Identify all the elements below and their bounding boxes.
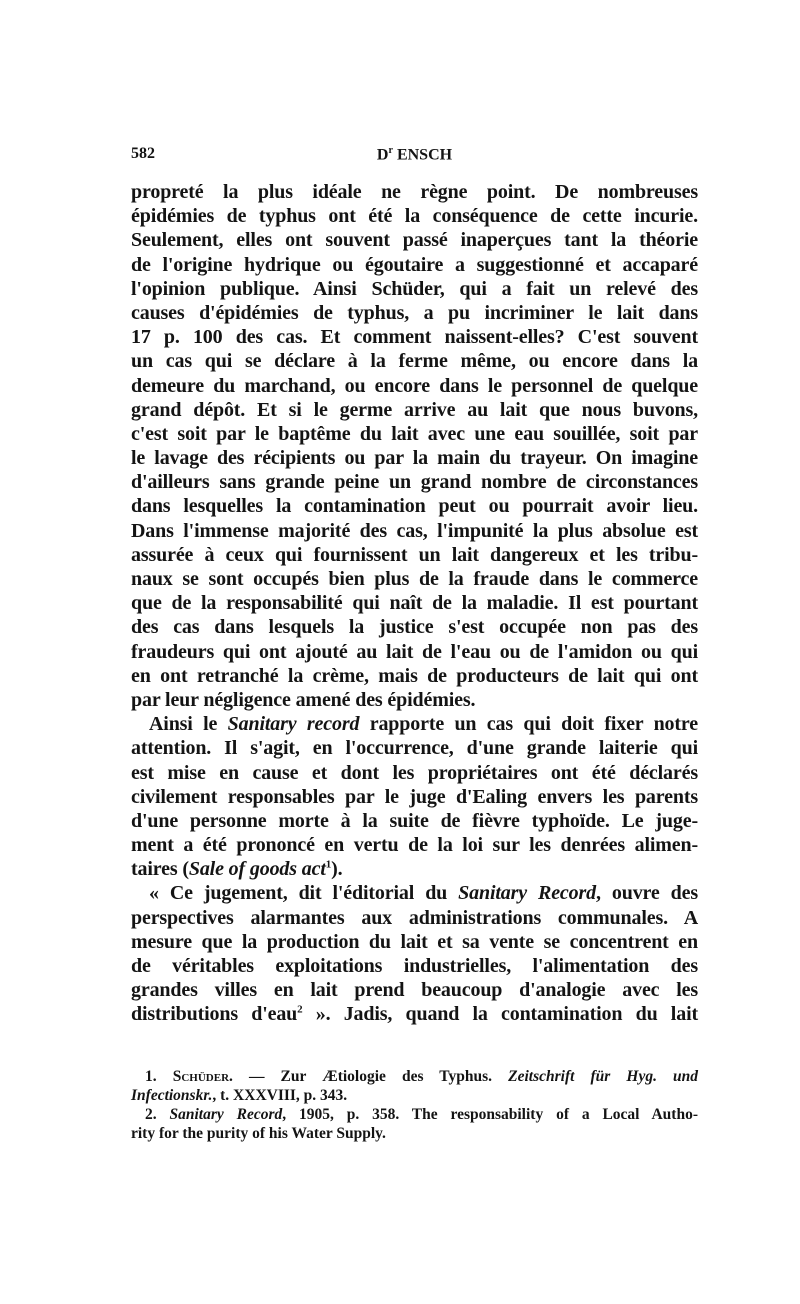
footnotes (131, 1067, 698, 1143)
footnote-ref: 2 (297, 1003, 303, 1016)
text-line: perspectives alarmantes aux administrations communales. A (131, 906, 698, 929)
text-line: 17 p. 100 des cas. Et comment naissent-elles? C'est souvent (131, 326, 698, 349)
text-line: que de la responsabilité qui naît de la maladie. Il est pourtant (131, 592, 698, 615)
text-line: naux se sont occupés bien plus de la fraude dans le commerce (131, 568, 698, 590)
page-number: 582 (131, 145, 155, 162)
text-line: Dans l'immense majorité des cas, l'impunité la plus absolue est (131, 519, 698, 542)
text-line: de véritables exploitations industrielles, l'alimentation des (131, 955, 698, 977)
text-line: ment a été prononcé en vertu de la loi sur les denrées alimen- (131, 834, 698, 857)
running-head (131, 145, 698, 167)
text-line: épidémies de typhus ont été la conséquence de cette incurie. (131, 205, 698, 228)
footnote-journal: Sanitary Record (169, 1106, 283, 1123)
text-line: est mise en cause et dont les propriétaires ont été déclarés (131, 761, 698, 784)
text-line: causes d'épidémies de typhus, a pu incriminer le lait dans (131, 301, 698, 324)
author-name: ENSCH (396, 146, 453, 164)
text-line: taires (Sale of goods act$^1$). (131, 858, 343, 881)
running-title (131, 145, 698, 164)
text-line: distributions d'eau$^2$ ». Jadis, quand la contamination du lait (131, 1003, 698, 1026)
footnote-2: 2. Sanitary Record, 1905, p. 358. The responsability of a Local Autho- (145, 1106, 698, 1123)
text-line: civilement responsables par le juge d'Ealing envers les parents (131, 785, 698, 808)
text-line: assurée à ceux qui fournissent un lait dangereux et les tribu- (131, 543, 698, 566)
text-line: d'ailleurs sans grande peine un grand nombre de circonstances (131, 471, 698, 494)
act-title: Sale of goods act (188, 858, 326, 881)
text-line: l'opinion publique. Ainsi Schüder, qui a fait un relevé des (131, 277, 698, 300)
text-line: « Ce jugement, dit l'éditorial du Sanitary Record, ouvre des (149, 882, 698, 905)
text-line: c'est soit par le baptême du lait avec une eau souillée, soit par (131, 422, 698, 445)
author-title-prefix-sup: r (388, 145, 393, 156)
author-title-prefix: D (376, 146, 389, 164)
footnote-1-cont: Infectionskr., t. XXXVIII, p. 343. (131, 1087, 348, 1104)
footnote-2-cont: rity for the purity of his Water Supply. (131, 1125, 386, 1142)
text-line: Ainsi le Sanitary record rapporte un cas qui doit fixer notre (149, 713, 699, 736)
journal-title: Sanitary Record (458, 882, 596, 905)
text-line: en ont retranché la crème, mais de producteurs de lait qui ont (131, 664, 698, 687)
text-line: des cas dans lesquels la justice s'est occupée non pas des (131, 616, 698, 639)
journal-title: Sanitary record (227, 713, 360, 736)
footnote-ref: 1 (325, 858, 332, 871)
text-line: de l'origine hydrique ou égoutaire a suggestionné et accaparé (131, 253, 698, 276)
text-line: le lavage des récipients ou par la main du trayeur. On imagine (131, 447, 698, 470)
footnote-author: Schüder. (172, 1068, 233, 1085)
text-line: grand dépôt. Et si le germe arrive au lait que nous buvons, (131, 398, 698, 421)
text-line: propreté la plus idéale ne règne point. De nombreuses (131, 181, 698, 203)
text-line: demeure du marchand, ou encore dans le personnel de quelque (131, 374, 698, 397)
text-line: grandes villes en lait prend beaucoup d'analogie avec les (131, 979, 698, 1002)
text-line: d'une personne morte à la suite de fièvre typhoïde. Le juge- (131, 809, 698, 832)
text-line: un cas qui se déclare à la ferme même, ou encore dans la (131, 350, 698, 373)
text-line: Seulement, elles ont souvent passé inaperçues tant la théorie (131, 229, 698, 252)
text-line: par leur négligence amené des épidémies. (131, 688, 476, 711)
text-line: attention. Il s'agit, en l'occurrence, d'une grande laiterie qui (131, 737, 698, 760)
text-line: fraudeurs qui ont ajouté au lait de l'eau ou de l'amidon ou qui (131, 640, 698, 663)
text-line: mesure que la production du lait et sa vente se concentrent en (131, 930, 698, 953)
body-text (131, 180, 698, 1027)
text-line: dans lesquelles la contamination peut ou pourrait avoir lieu. (131, 495, 698, 518)
footnote-1: 1. Schüder. — Zur Ætiologie des Typhus. Zeitschrift für Hyg. und (145, 1068, 699, 1085)
